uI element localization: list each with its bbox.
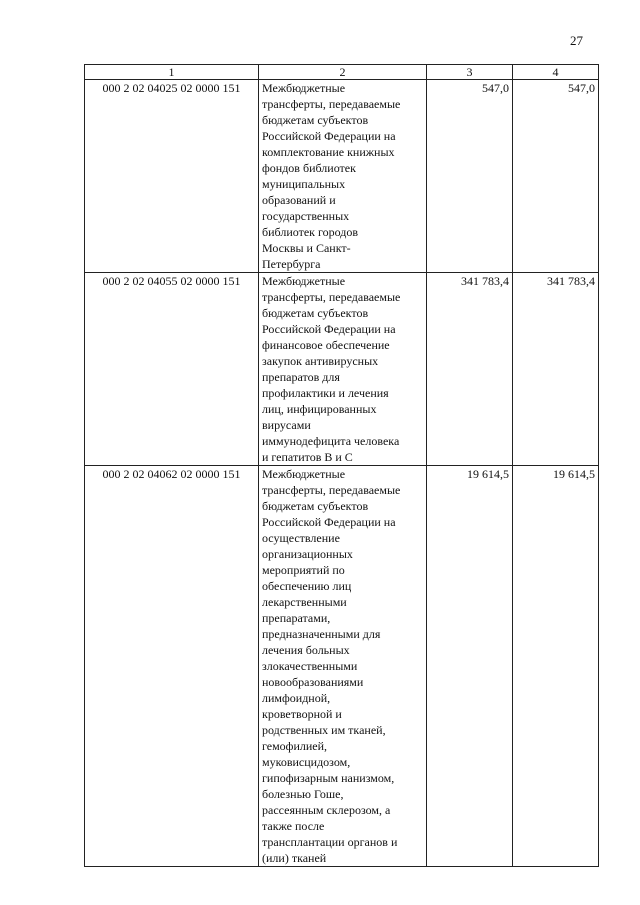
amount-col3: 547,0 <box>427 80 513 273</box>
item-description: Межбюджетные трансферты, передаваемые бюджетам субъектов Российской Федерации на финансовое обеспечение закупок антивирусных препаратов для профилактики и лечения лиц, инфицированных вирусами иммунодефицита человека и гепатитов B и C <box>259 273 427 466</box>
column-header-4: 4 <box>513 65 599 80</box>
amount-col3: 341 783,4 <box>427 273 513 466</box>
column-header-1: 1 <box>85 65 259 80</box>
page-number: 27 <box>570 33 583 48</box>
budget-code: 000 2 02 04025 02 0000 151 <box>85 80 259 273</box>
amount-col4: 19 614,5 <box>513 466 599 867</box>
budget-code: 000 2 02 04055 02 0000 151 <box>85 273 259 466</box>
table-row <box>85 466 599 867</box>
table-row <box>85 80 599 273</box>
amount-col4: 547,0 <box>513 80 599 273</box>
amount-col3: 19 614,5 <box>427 466 513 867</box>
header-row <box>85 65 599 80</box>
item-description: Межбюджетные трансферты, передаваемые бюджетам субъектов Российской Федерации на комплектование книжных фондов библиотек муниципальных образований и государственных библиотек городов Москвы и Санкт- Петербурга <box>259 80 427 273</box>
table-row <box>85 273 599 466</box>
amount-col4: 341 783,4 <box>513 273 599 466</box>
budget-code: 000 2 02 04062 02 0000 151 <box>85 466 259 867</box>
item-description: Межбюджетные трансферты, передаваемые бюджетам субъектов Российской Федерации на осуществление организационных мероприятий по обеспечению лиц лекарственными препаратами, предназначенными для лечения больных злокачественными новообразованиями лимфоидной, кроветворной и родственных им тканей, гемофилией, муковисцидозом, гипофизарным нанизмом, болезнью Гоше, рассеянным склерозом, а также после трансплантации органов и (или) тканей <box>259 466 427 867</box>
budget-table <box>84 64 599 867</box>
column-header-2: 2 <box>259 65 427 80</box>
column-header-3: 3 <box>427 65 513 80</box>
